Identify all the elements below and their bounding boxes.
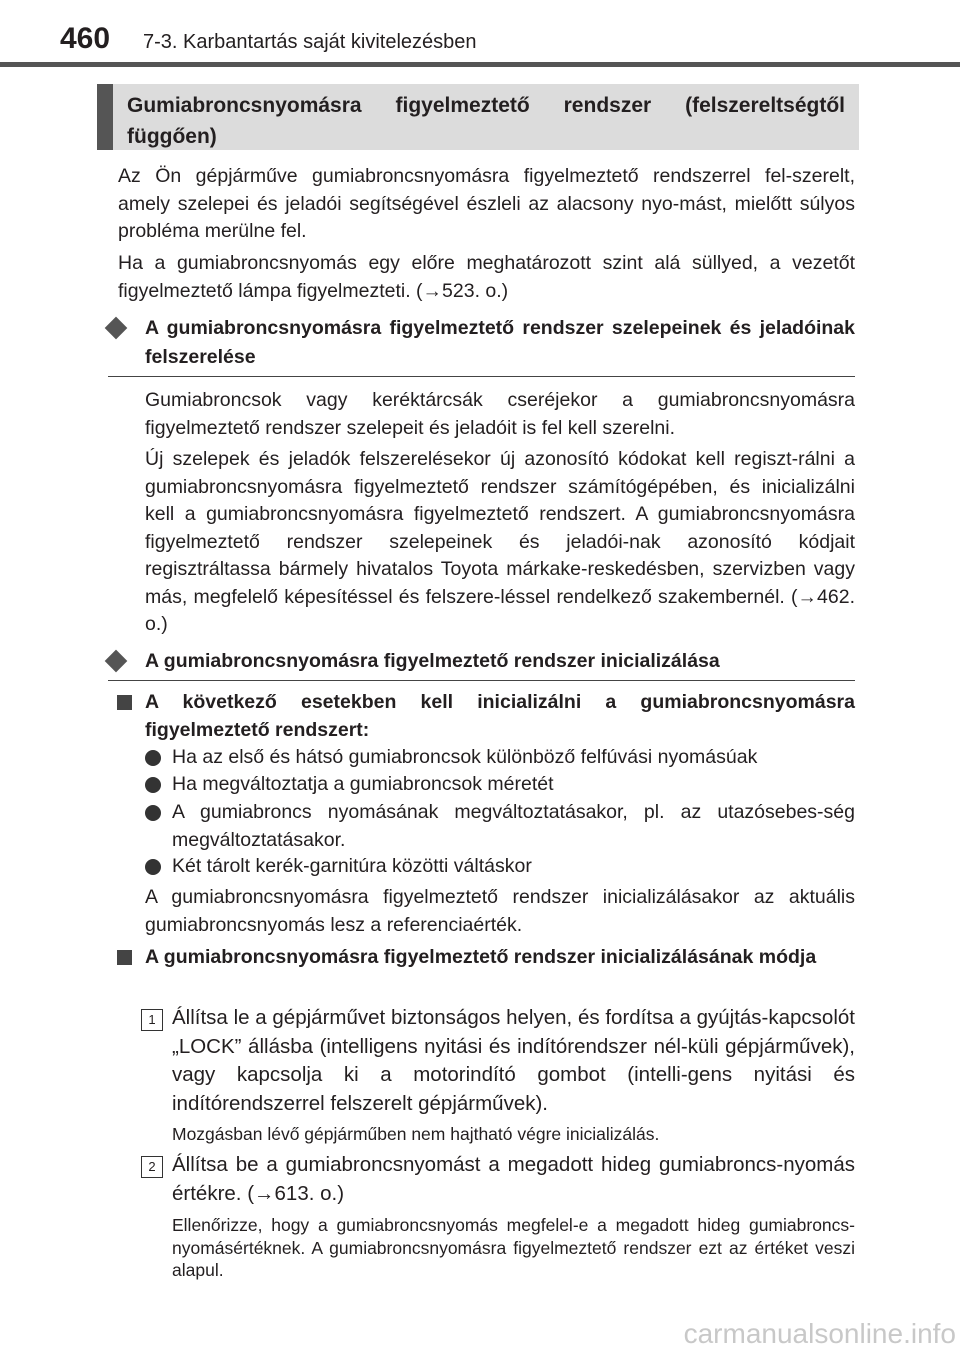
how-heading (117, 944, 855, 972)
bullet-dot-icon (145, 859, 161, 875)
subheading-init (108, 647, 855, 681)
list-item-text: Ha megváltoztatja a gumiabroncsok méretét (172, 773, 554, 795)
square-bullet-icon (117, 950, 132, 965)
step-number-badge: 1 (141, 1009, 163, 1031)
when-heading (117, 689, 855, 744)
chapter-title: 7-3. Karbantartás saját kivitelezésben (143, 31, 477, 53)
install-paragraph-1: Gumiabroncsok vagy keréktárcsák cseréjekor a gumiabroncsnyomásra figyelmeztető rendszer szelepeit és jeladóit is fel kell szerelni. (145, 389, 855, 439)
square-bullet-icon (117, 695, 132, 710)
step-1-text: Állítsa le a gépjárművet biztonságos helyen, és fordítsa a gyújtás-kapcsolót „LOCK” állásba (intelligens nyitási és indítórendszer nél-küli gépjárművek), vagy kapcsolja ki a motorindító gombot (intelli-gens nyitási és indítórendszerrel felszerelt gépjárművek). (172, 1006, 855, 1115)
watermark: carmanualsonline.info (683, 1318, 956, 1349)
bullet-dot-icon (145, 805, 161, 821)
page-number: 460 (60, 22, 111, 55)
step-2-note: Ellenőrizze, hogy a gumiabroncsnyomás megfelel-e a megadott hideg gumiabroncs-nyomásértéknek. A gumiabroncsnyomásra figyelmeztető rendszer ezt az értéket veszi alapul. (172, 1215, 855, 1280)
list-item (145, 799, 855, 854)
step-1-note: Mozgásban lévő gépjárműben nem hajtható végre inicializálás. (172, 1124, 660, 1144)
section-title: Gumiabroncsnyomásra figyelmeztető rendszer (felszereltségtől függően) (97, 84, 859, 150)
subheading-install-text: A gumiabroncsnyomásra figyelmeztető rendszer szelepeinek és jeladóinak felszerelése (145, 317, 855, 368)
list-item (145, 744, 855, 772)
step-2-text: Állítsa be a gumiabroncsnyomást a megadott hideg gumiabroncs-nyomás értékre. (→613. o.) (172, 1153, 855, 1205)
step-2 (145, 1151, 855, 1208)
intro-paragraph-2: Ha a gumiabroncsnyomás egy előre meghatározott szint alá süllyed, a vezetőt figyelmeztető lámpa figyelmezteti. (→523. o.) (118, 252, 855, 302)
step-number-badge: 2 (141, 1156, 163, 1178)
header-rule (0, 62, 960, 67)
list-item-text: Ha az első és hátsó gumiabroncsok különböző felfúvási nyomásúak (172, 746, 758, 768)
list-item (145, 853, 855, 881)
list-item-text: A gumiabroncs nyomásának megváltoztatásakor, pl. az utazósebes-ség megváltoztatásakor. (172, 801, 855, 851)
how-heading-text: A gumiabroncsnyomásra figyelmeztető rendszer inicializálásának módja (145, 946, 817, 968)
install-paragraph-2: Új szelepek és jeladók felszerelésekor új azonosító kódokat kell regiszt-rálni a gumiabroncsnyomásra figyelmeztető rendszer számítógépében, és inicializálni kell a gumiabroncsnyomásra figyelmeztető rendszert. A gumiabroncsnyomásra figyelmeztető rendszer szelepeinek és jeladói-nak azonosító kódjait regisztráltassa bármely hivatalos Toyota márkake-reskedésben, szervizben vagy más, megfelelő képesítéssel és felszere-léssel rendelkező szakembernél. (→462. o.) (145, 448, 855, 635)
when-heading-text: A következő esetekben kell inicializálni a gumiabroncsnyomásra figyelmeztető rendszert: (145, 691, 855, 741)
bullet-dot-icon (145, 750, 161, 766)
subheading-install (108, 314, 855, 377)
reference-value-paragraph: A gumiabroncsnyomásra figyelmeztető rendszer inicializálásakor az aktuális gumiabroncsnyomás lesz a referenciaérték. (145, 886, 855, 936)
step-1 (145, 1004, 855, 1118)
bullet-dot-icon (145, 777, 161, 793)
diamond-icon (105, 317, 128, 340)
subheading-init-text: A gumiabroncsnyomásra figyelmeztető rendszer inicializálása (145, 650, 720, 672)
list-item-text: Két tárolt kerék-garnitúra közötti váltáskor (172, 855, 532, 877)
list-item (145, 771, 855, 799)
intro-paragraph-1: Az Ön gépjárműve gumiabroncsnyomásra figyelmeztető rendszerrel fel-szerelt, amely szelepei és jeladói segítségével észleli az alacsony nyo-mást, mielőtt súlyos probléma merülne fel. (118, 165, 855, 242)
diamond-icon (105, 650, 128, 673)
